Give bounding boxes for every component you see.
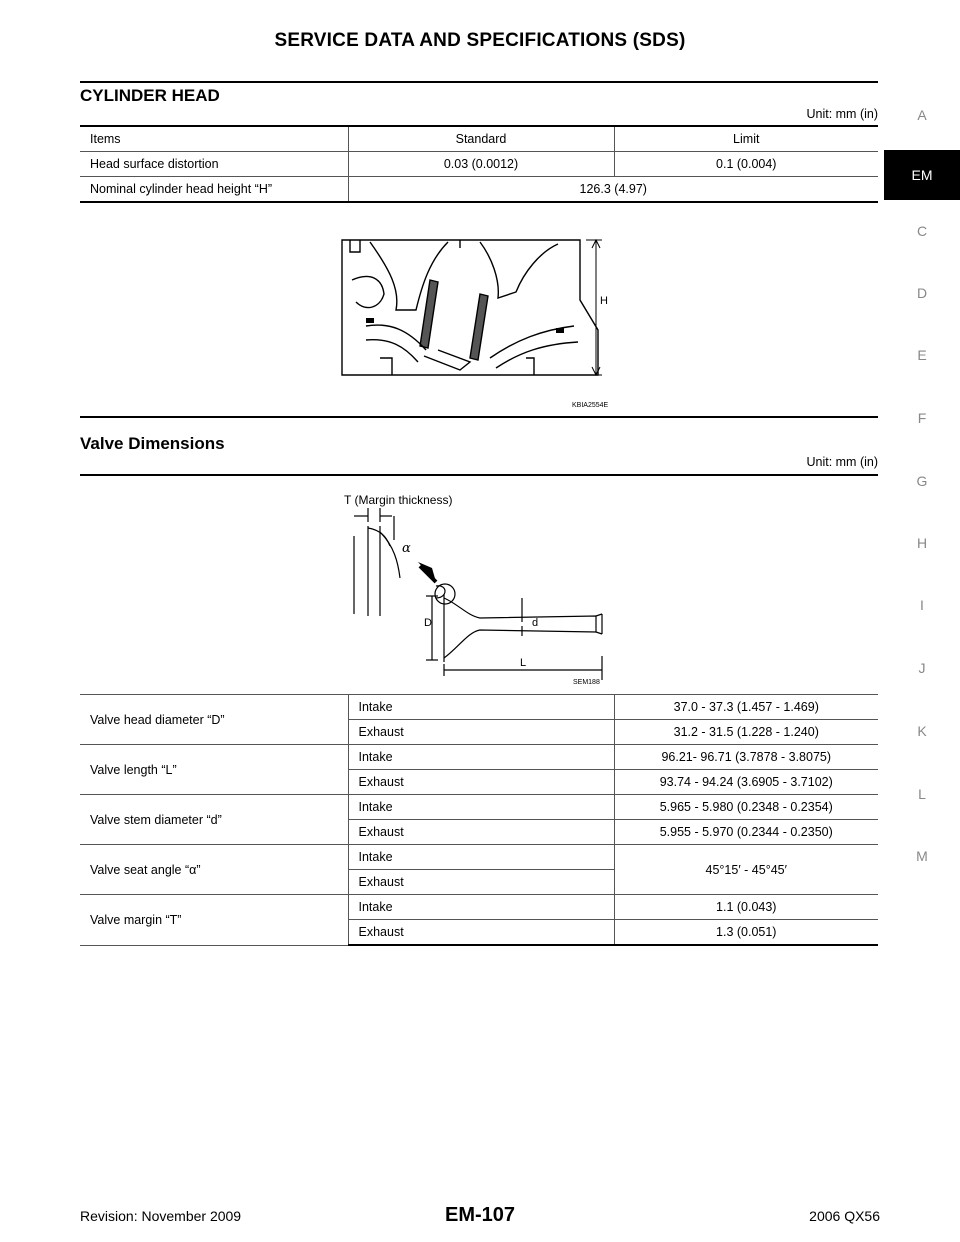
table-header-row <box>80 127 878 152</box>
row-seat-angle-value: 45°15′ - 45°45′ <box>614 845 878 895</box>
margin-thickness-caption: T (Margin thickness) <box>344 493 453 507</box>
cylinder-head-table <box>80 127 878 203</box>
row-intake-label: Intake <box>348 695 614 720</box>
row-intake-label: Intake <box>348 795 614 820</box>
cylinder-head-unit: Unit: mm (in) <box>806 107 878 121</box>
row-item: Valve stem diameter “d” <box>80 795 348 845</box>
row-intake-label: Intake <box>348 845 614 870</box>
valve-dimensions-unit: Unit: mm (in) <box>806 455 878 469</box>
header-rule <box>80 81 878 83</box>
section-tab-f[interactable]: F <box>917 410 927 426</box>
row-exhaust-value: 1.3 (0.051) <box>614 920 878 946</box>
stem-diameter-label: d <box>532 617 539 629</box>
row-intake-label: Intake <box>348 895 614 920</box>
footer-model: 2006 QX56 <box>809 1208 880 1224</box>
section-tab-j[interactable]: J <box>918 660 926 676</box>
cylinder-head-figure-rule <box>80 416 878 418</box>
section-tab-m[interactable]: M <box>916 848 928 864</box>
length-label: L <box>520 657 527 669</box>
row-intake-value: 37.0 - 37.3 (1.457 - 1.469) <box>614 695 878 720</box>
row-exhaust-label: Exhaust <box>348 820 614 845</box>
table-row <box>80 745 878 770</box>
row-intake-label: Intake <box>348 745 614 770</box>
page-header-title: SERVICE DATA AND SPECIFICATIONS (SDS) <box>274 30 686 51</box>
table-row <box>80 152 878 177</box>
section-tab-em[interactable]: EM <box>884 150 960 200</box>
row-intake-value: 1.1 (0.043) <box>614 895 878 920</box>
footer-revision: Revision: November 2009 <box>80 1208 242 1224</box>
row-intake-value: 5.965 - 5.980 (0.2348 - 0.2354) <box>614 795 878 820</box>
cylinder-head-title: CYLINDER HEAD <box>80 86 220 105</box>
table-row <box>80 695 878 720</box>
row-standard: 0.03 (0.0012) <box>348 152 614 177</box>
valve-dimensions-table <box>80 695 878 946</box>
cylinder-head-figure-code: KBIA2554E <box>572 402 609 409</box>
row-exhaust-label: Exhaust <box>348 720 614 745</box>
valve-diagram <box>340 486 615 691</box>
table-row <box>80 177 878 203</box>
section-tab-c[interactable]: C <box>916 223 928 239</box>
row-item: Valve length “L” <box>80 745 348 795</box>
column-header: Limit <box>614 127 878 152</box>
row-exhaust-label: Exhaust <box>348 920 614 946</box>
section-tab-k[interactable]: K <box>917 723 927 739</box>
table-row <box>80 795 878 820</box>
page-number: EM-107 <box>444 1204 516 1226</box>
row-item: Nominal cylinder head height “H” <box>80 177 348 203</box>
dimension-h-label: H <box>600 295 608 307</box>
section-tab-i[interactable]: I <box>920 597 924 613</box>
cylinder-head-diagram <box>330 230 630 420</box>
section-tab-h[interactable]: H <box>916 535 928 551</box>
column-header: Items <box>80 127 348 152</box>
section-tab-g[interactable]: G <box>916 473 928 489</box>
valve-dimensions-top-rule <box>80 474 878 476</box>
row-item: Valve seat angle “α” <box>80 845 348 895</box>
row-intake-value: 96.21- 96.71 (3.7878 - 3.8075) <box>614 745 878 770</box>
row-value: 126.3 (4.97) <box>348 177 878 203</box>
section-tab-d[interactable]: D <box>916 285 928 301</box>
alpha-label: α <box>402 541 411 556</box>
row-item: Valve head diameter “D” <box>80 695 348 745</box>
row-item: Valve margin “T” <box>80 895 348 946</box>
valve-dimensions-title: Valve Dimensions <box>80 434 225 453</box>
row-exhaust-value: 31.2 - 31.5 (1.228 - 1.240) <box>614 720 878 745</box>
row-limit: 0.1 (0.004) <box>614 152 878 177</box>
head-diameter-label: D <box>424 617 432 629</box>
row-exhaust-value: 5.955 - 5.970 (0.2344 - 0.2350) <box>614 820 878 845</box>
column-header: Standard <box>348 127 614 152</box>
table-row <box>80 895 878 920</box>
section-tabs <box>884 100 960 880</box>
section-tab-e[interactable]: E <box>917 347 927 363</box>
section-tab-l[interactable]: L <box>918 786 926 802</box>
row-item: Head surface distortion <box>80 152 348 177</box>
row-exhaust-value: 93.74 - 94.24 (3.6905 - 3.7102) <box>614 770 878 795</box>
row-exhaust-label: Exhaust <box>348 770 614 795</box>
table-row <box>80 845 878 870</box>
section-tab-a[interactable]: A <box>917 107 927 123</box>
row-exhaust-label: Exhaust <box>348 870 614 895</box>
valve-figure-code: SEM188 <box>573 679 600 686</box>
